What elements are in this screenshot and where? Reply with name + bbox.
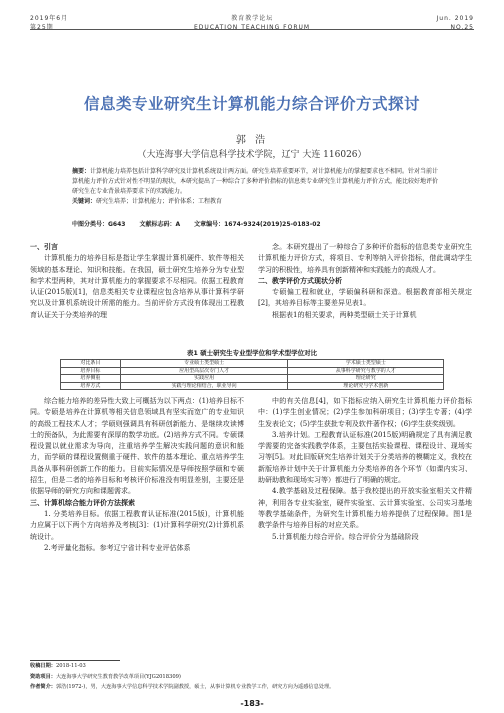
abstract-block: [72, 167, 442, 207]
right-column-top: [258, 242, 472, 321]
paragraph: 2.考评量化指标。参考辽宁省计科专业评估体系: [44, 543, 191, 552]
left-column-top: [30, 242, 244, 321]
table-cell: 理论研究: [288, 375, 444, 383]
table-cell: 实践应用: [120, 375, 288, 383]
header-date-cn: 2019年6月: [30, 15, 69, 22]
received-date: 2018-11-03: [55, 663, 86, 669]
header-date-en: Jun. 2019: [436, 15, 474, 22]
paragraph: 3.培养计划。工程教育认证标准(2015版)明确规定了具有满足教学需要的完备实践教学体系，主要包括实验课程、课程设计、现场实习等[5]。对此旧版研究生培养计划关于分类培养的模糊定义，我校在新版培养计划中关于计算机能力分类培养的各个环节（如课内实习、助研助教和现场实习等）都进行了明确的规定。: [258, 430, 472, 485]
section-heading-intro: 一、引言: [30, 243, 58, 251]
table-cell: 培养目标: [61, 367, 121, 375]
table-row: [61, 375, 444, 383]
right-column-bottom: [258, 396, 472, 543]
table-row: [61, 367, 444, 375]
table-cell: 学术硕士类型硕士: [288, 360, 444, 368]
table-row: [61, 382, 444, 390]
table-cell: 应用型高层次专门人才: [120, 367, 288, 375]
table-cell: 实践与理论相结合，职业导向: [120, 382, 288, 390]
article-id: 文章编号：1674-9324(2019)25-0183-02: [194, 221, 321, 228]
journal-name-cn: 教育教学论坛: [231, 15, 274, 22]
fund-text: 大连海事大学研究生教育教学改革项目(YJG2018309): [55, 673, 181, 680]
paragraph: 4.教学基础及过程保障。基于我校提出的开放实验室相关文件精神，利用各专业实验室，硬件实验室、云计算实验室、公司实习基地等教学基础条件，为研究生计算机能力培养提供了过程保障。图1是教学条件与培养目标的对应关系。: [258, 487, 472, 530]
fund-line: [30, 672, 474, 683]
section-heading-method: 三、计算机综合能力评价方法探索: [30, 498, 135, 507]
paragraph: 综合能力培养的差异性大致上可概括为以下两点：(1)培养目标不同。专硕是培养在计算机等相关信息领域具有坚实而宽广的专业知识的高级工程技术人才；学硕则强调具有科研创新能力、是继续攻读博士的预备队，为此需要有深厚的数学功底。(2)培养方式不同。专硕课程设置以就业需求为导向，注重培养学生解决实践问题的意识和能力，而学硕的课程设置侧重于硬件、软件的基本理论、重点培养学生具备从事科研创新工作的能力。目前实际情况是导师按照学硕和专硕招生，但是二者的培养目标和考核评价标准没有明显差别，主要还是依据导师的研究方向和课题需求。: [30, 397, 244, 496]
paragraph: 根据表1的相关要求，两种类型硕士关于计算机: [272, 310, 417, 319]
table-cell: 理论研究与学术创新: [288, 382, 444, 390]
received-label: 收稿日期：: [30, 663, 56, 669]
paragraph: 5.计算机能力综合评价。综合评价分为基础阶段: [272, 532, 419, 541]
comparison-table: [60, 359, 444, 390]
table-cell: 专业硕士类型硕士: [120, 360, 288, 368]
table-cell: 对比条目: [61, 360, 121, 368]
author-affiliation: （大连海事大学信息科学技术学院，辽宁 大连 116026）: [137, 150, 367, 160]
paper-title: 信息类专业研究生计算机能力综合评价方式探讨: [83, 95, 420, 113]
abstract-text: 计算机能力培养包括计算科学研究及计算机系统设计两方面。研究生培养重要环节，对计算机能力的掌握要求也不相同。针对当前计算机能力评价方式针对性不明显的现状，本研究提出了一种综合了多种评价指标的信息类专业研究生计算机能力评价方式，能比较好地评价研究生在专业背景培养要求下的实践能力。: [72, 168, 439, 195]
paragraph: 1. 分类培养目标。依据工程教育认证标准(2015版)，计算机能力应属于以下两个方向培养及考核[3]：(1)计算科学研究(2)计算机系统设计。: [30, 509, 244, 541]
abstract-label: 摘要：: [72, 168, 91, 175]
classification-line: [72, 219, 442, 228]
paragraph: 念。本研究提出了一种综合了多种评价指标的信息类专业研究生计算机能力评价方式，将项目、专利等纳入评价指标，借此调动学生学习的积极性，培养具有创新精神和实践能力的高级人才。: [258, 243, 472, 274]
table-caption: 表1 硕士研究生专业型学位和学术型学位对比: [186, 349, 318, 357]
footnote-block: [30, 661, 474, 693]
page-number: -183-: [240, 699, 264, 708]
paragraph: 计算机能力的培养目标是指让学生掌握计算机硬件、软件等相关领域的基本理论、知识和技能。在我国，硕士研究生培养分为专业型和学术型两种，其对计算机能力的掌握要求不尽相同。依据工程教育认证(2015版)[1]，信息类相关专业课程应包含培养从事计算科学研究以及计算机系统设计所需的能力。当前评价方式没有体现出工程教育认证关于分类培养的理: [30, 254, 244, 319]
table-cell: 培养方式: [61, 382, 121, 390]
clc-number: 中图分类号：G643: [72, 221, 126, 228]
left-column-bottom: [30, 396, 244, 554]
author-bio-line: [30, 682, 474, 693]
table-row: [61, 360, 444, 368]
keywords-text: 研究生培养；计算机能力；评价体系；工程教育: [96, 198, 223, 205]
fund-label: 资助项目：: [30, 673, 56, 680]
paragraph: 中的有关信息[4]，如下指标应纳入研究生计算机能力评价指标中：(1)学生创业情况；(2)学生参加科研项目；(3)学生专著；(4)学生发表论文；(5)学生获批专利及软件著作权；(6)学生获奖级别。: [258, 397, 472, 428]
paragraph: 专硕偏工程和就业，学硕偏科研和深造。根据教育部相关规定[2]，其培养目标等主要差异见表1。: [258, 288, 472, 308]
bio-label: 作者简介：: [30, 684, 56, 690]
section-heading-status: 二、教学评价方式现状分析: [258, 276, 342, 285]
journal-name-en: EDUCATION TEACHING FORUM: [194, 24, 311, 31]
document-code: 文献标志码：A: [139, 221, 181, 228]
table-cell: 培养侧重: [61, 375, 121, 383]
keywords-label: 关键词：: [72, 198, 97, 205]
received-date-line: [30, 661, 474, 672]
author-name: 郭 浩: [235, 135, 269, 146]
header-issue-cn: 第25期: [30, 24, 54, 31]
table-cell: 从事科学研究与教学的人才: [288, 367, 444, 375]
header-divider: [30, 29, 474, 30]
header-issue-en: NO.25: [450, 24, 474, 31]
bio-text: 郭浩(1972-)，男，大连海事大学信息科学技术学院副教授，硕士，从事计算机专业教学工作，研究方向为遥感信息处理。: [55, 684, 335, 690]
